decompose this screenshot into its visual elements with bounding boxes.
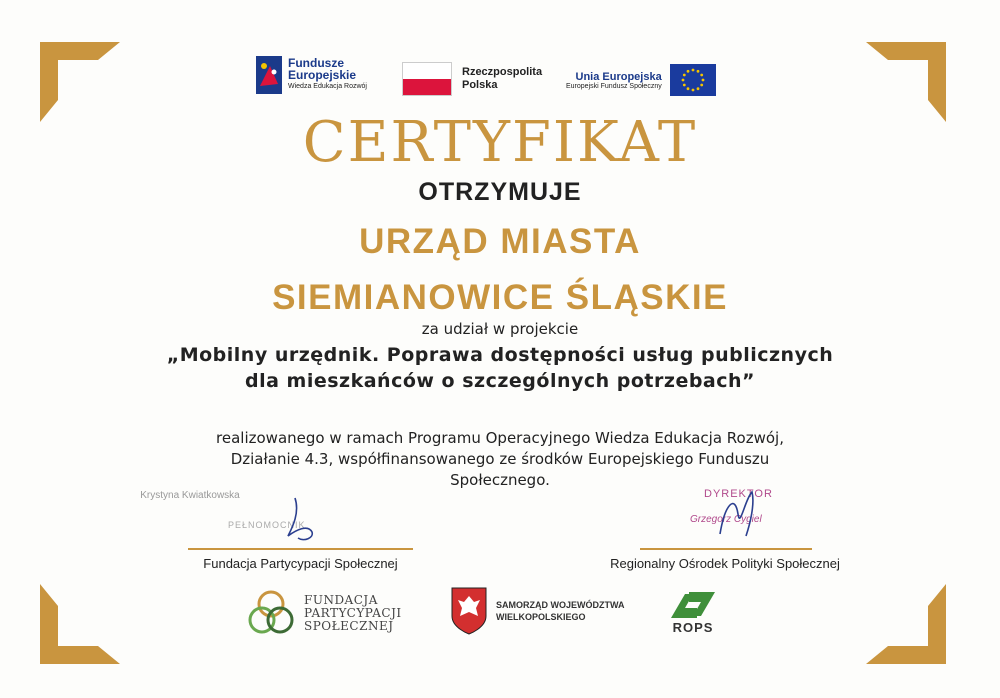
corner-ornament-icon — [40, 584, 120, 664]
logo-fundacja-partycypacji — [244, 590, 402, 636]
left-signature-line — [188, 548, 413, 550]
certificate-title: CERTYFIKAT — [302, 110, 698, 175]
fps-logo-line2: PARTYCYPACJI — [304, 605, 402, 620]
recipient-name — [0, 214, 1000, 326]
eu-funds-icon — [256, 56, 282, 94]
program-line3: Społecznego. — [450, 471, 550, 489]
right-stamp-name: Grzegorz Cygiel — [690, 514, 762, 525]
samorzad-logo-line1: SAMORZĄD WOJEWÓDZTWA — [496, 600, 625, 610]
recipient-line2: SIEMIANOWICE ŚLĄSKIE — [272, 278, 728, 317]
corner-ornament-bottom-left — [40, 584, 120, 664]
program-description — [0, 428, 1000, 491]
recipient-line1: URZĄD MIASTA — [359, 222, 641, 261]
right-stamp-role: DYREKTOR — [704, 488, 773, 500]
eu-logo-line2: Europejski Fundusz Społeczny — [566, 82, 662, 90]
participation-intro: za udział w projekcie — [421, 320, 579, 338]
project-title — [0, 342, 1000, 394]
poland-logo-line1: Rzeczpospolita — [462, 66, 543, 78]
right-organization: Regionalny Ośrodek Polityki Społecznej — [610, 556, 840, 571]
funds-logo-line3: Wiedza Edukacja Rozwój — [288, 83, 367, 90]
logo-rzeczpospolita-polska — [402, 62, 542, 96]
receives-label: OTRZYMUJE — [418, 178, 582, 206]
fps-rings-icon — [244, 590, 298, 636]
left-stamp-role: PEŁNOMOCNIK — [228, 520, 306, 530]
logo-rops — [658, 590, 728, 635]
logo-unia-europejska — [566, 64, 716, 96]
eu-logo-line1: Unia Europejska — [575, 70, 662, 83]
poland-logo-line2: Polska — [462, 79, 498, 91]
logo-samorzad-wojewodztwa — [450, 586, 625, 636]
right-signature-line — [640, 548, 812, 550]
program-line1: realizowanego w ramach Programu Operacyjnego Wiedza Edukacja Rozwój, — [216, 429, 784, 447]
rops-arrows-icon — [663, 590, 723, 620]
fps-logo-line3: SPOŁECZNEJ — [304, 618, 394, 633]
samorzad-logo-line2: WIELKOPOLSKIEGO — [496, 612, 586, 622]
left-organization: Fundacja Partycypacji Społecznej — [203, 556, 398, 571]
signature-icon — [700, 484, 780, 544]
eu-flag-icon — [670, 64, 716, 96]
funds-logo-line1: Fundusze — [288, 56, 344, 70]
logo-fundusze-europejskie — [256, 56, 367, 94]
funds-logo-line2: Europejskie — [288, 68, 357, 82]
eagle-crest-icon — [450, 586, 488, 636]
project-title-line1: „Mobilny urzędnik. Poprawa dostępności usług publicznych — [166, 344, 834, 366]
rops-label: ROPS — [672, 620, 714, 635]
polish-flag-icon — [402, 62, 452, 96]
corner-ornament-bottom-right — [866, 584, 946, 664]
fps-logo-line1: FUNDACJA — [304, 592, 378, 607]
signature-icon — [200, 488, 420, 548]
corner-ornament-icon — [866, 584, 946, 664]
program-line2: Działanie 4.3, współfinansowanego ze środków Europejskiego Funduszu — [230, 450, 770, 468]
project-title-line2: dla mieszkańców o szczególnych potrzebach” — [244, 370, 756, 392]
left-stamp-name: Krystyna Kwiatkowska — [140, 490, 240, 501]
